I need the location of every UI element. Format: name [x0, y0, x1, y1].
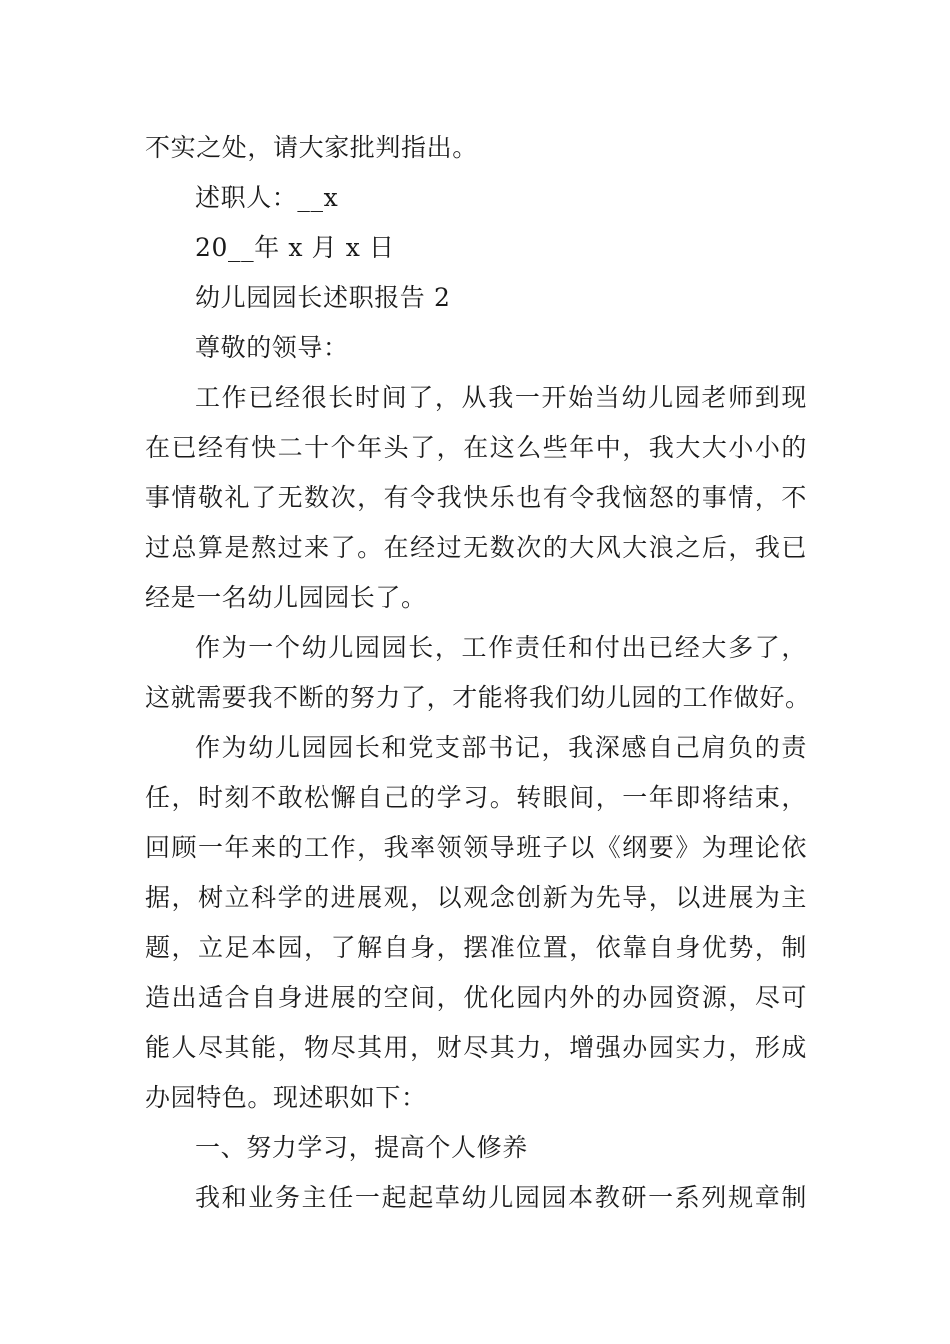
- paragraph-line: 任，时刻不敢松懈自己的学习。转眼间，一年即将结束，: [145, 783, 807, 812]
- paragraph-line: 能人尽其能，物尽其用，财尽其力，增强办园实力，形成: [145, 1033, 807, 1062]
- paragraph-line: 事情敬礼了无数次，有令我快乐也有令我恼怒的事情，不: [145, 483, 807, 512]
- text-line-reporter: 述职人：__x: [195, 183, 339, 212]
- section-heading: 一、努力学习，提高个人修养: [195, 1133, 528, 1162]
- paragraph-line: 造出适合自身进展的空间，优化园内外的办园资源，尽可: [145, 983, 807, 1012]
- paragraph-line: 据，树立科学的进展观，以观念创新为先导，以进展为主: [145, 883, 807, 912]
- paragraph-line: 题，立足本园，了解自身，摆准位置，依靠自身优势，制: [145, 933, 807, 962]
- paragraph-line: 过总算是熬过来了。在经过无数次的大风大浪之后，我已: [145, 533, 807, 562]
- section-title: 幼儿园园长述职报告 2: [195, 283, 451, 312]
- paragraph-line: 办园特色。现述职如下：: [145, 1083, 427, 1112]
- paragraph-line: 工作已经很长时间了，从我一开始当幼儿园老师到现: [195, 383, 807, 412]
- paragraph-line: 在已经有快二十个年头了，在这么些年中，我大大小小的: [145, 433, 807, 462]
- paragraph-line: 经是一名幼儿园园长了。: [145, 583, 427, 612]
- document-body: [145, 123, 811, 1223]
- text-line-closing: 不实之处，请大家批判指出。: [145, 133, 478, 162]
- paragraph-line: 作为一个幼儿园园长，工作责任和付出已经大多了，: [195, 633, 807, 662]
- salutation: 尊敬的领导：: [195, 333, 349, 362]
- paragraph-line: 作为幼儿园园长和党支部书记，我深感自己肩负的责: [195, 733, 807, 762]
- text-line-date: 20__年 x 月 x 日: [195, 233, 395, 262]
- paragraph-line: 回顾一年来的工作，我率领领导班子以《纲要》为理论依: [145, 833, 807, 862]
- paragraph-line: 我和业务主任一起起草幼儿园园本教研一系列规章制: [195, 1183, 807, 1212]
- paragraph-line: 这就需要我不断的努力了，才能将我们幼儿园的工作做好。: [145, 683, 811, 712]
